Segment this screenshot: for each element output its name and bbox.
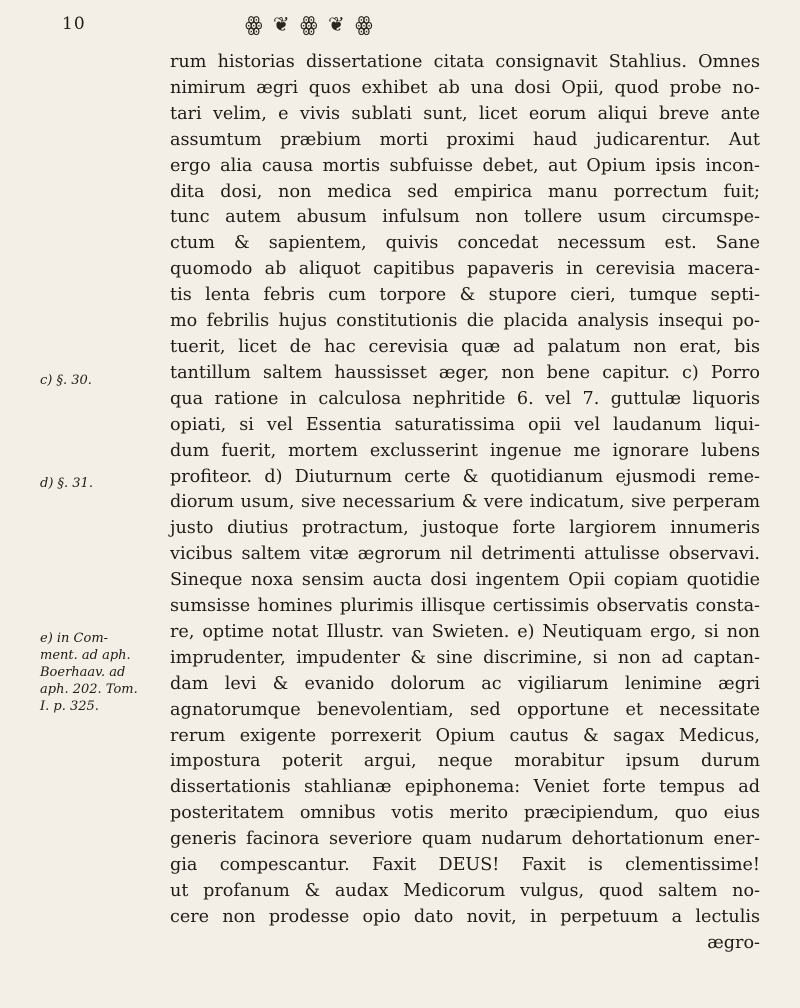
- text-line: tunc autem abusum infulsum non tollere usum circumspe-: [170, 207, 760, 228]
- catchword: ægro-: [707, 932, 760, 953]
- text-line: agnatorumque benevolentiam, sed opportune et necessitate: [170, 699, 760, 720]
- text-line: tis lenta febris cum torpore & stupore cieri, tumque septi-: [170, 285, 760, 306]
- text-line: generis facinora severiore quam nudarum dehortationum ener-: [170, 829, 760, 850]
- text-line: rum historias dissertatione citata consignavit Stahlius. Omnes: [170, 52, 760, 72]
- footnote-e-line: ment. ad aph.: [40, 648, 131, 663]
- footnote-e-line: aph. 202. Tom.: [40, 682, 138, 697]
- text-line: imprudenter, impudenter & sine discrimine, si non ad captan-: [170, 647, 760, 668]
- text-line: quomodo ab aliquot capitibus papaveris in cerevisia macera-: [170, 259, 760, 280]
- text-line: dum fuerit, mortem exclusserint ingenue me ignorare lubens: [170, 440, 760, 461]
- text-line: ctum & sapientem, quivis concedat necessum est. Sane: [170, 233, 760, 254]
- footnote-c: c) §. 30.: [40, 373, 92, 388]
- text-line: diorum usum, sive necessarium & vere indicatum, sive perperam: [170, 492, 760, 513]
- text-line: nimirum ægri quos exhibet ab una dosi Opii, quod probe no-: [170, 77, 760, 98]
- text-line: mo febrilis hujus constitutionis die placida analysis insequi po-: [170, 311, 760, 332]
- footnote-e-line: Boerhaav. ad: [40, 665, 126, 680]
- footnote-e-line: I. p. 325.: [40, 699, 99, 714]
- text-line: dita dosi, non medica sed empirica manu porrectum fuit;: [170, 181, 760, 202]
- main-text-block: [170, 50, 760, 957]
- text-line: ut profanum & audax Medicorum vulgus, quod saltem no-: [170, 881, 760, 901]
- text-line: opiati, si vel Essentia saturatissima opii vel laudanum liqui-: [170, 414, 760, 435]
- text-line: tantillum saltem haussisset æger, non bene capitur. c) Porro: [170, 362, 760, 383]
- text-line: re, optime notat Illustr. van Swieten. e) Neutiquam ergo, si non: [170, 621, 760, 642]
- text-line: tuerit, licet de hac cerevisia quæ ad palatum non erat, bis: [170, 336, 760, 357]
- text-line: justo diutius protractum, justoque forte largiorem innumeris: [170, 518, 760, 539]
- footnote-d: d) §. 31.: [40, 476, 93, 491]
- text-line: sumsisse homines plurimis illisque certissimis observatis consta-: [170, 596, 760, 617]
- text-line: qua ratione in calculosa nephritide 6. vel 7. guttulæ liquoris: [170, 388, 760, 409]
- text-line: tari velim, e vivis sublati sunt, licet eorum aliqui breve ante: [170, 103, 760, 124]
- text-line: impostura poterit argui, neque morabitur ipsum durum: [170, 751, 760, 772]
- text-line: gia compescantur. Faxit DEUS! Faxit is clementissime!: [170, 855, 760, 876]
- text-line: posteritatem omnibus votis merito præcipiendum, quo eius: [170, 803, 760, 824]
- page-number: 10: [62, 14, 86, 34]
- text-line: dam levi & evanido dolorum ac vigiliarum lenimine ægri: [170, 673, 760, 694]
- text-line: Sineque noxa sensim aucta dosi ingentem Opii copiam quotidie: [170, 570, 760, 591]
- text-line: assumtum præbium morti proximi haud judicarentur. Aut: [170, 129, 760, 150]
- text-line: rerum exigente porrexerit Opium cautus & sagax Medicus,: [170, 725, 760, 746]
- text-line: ergo alia causa mortis subfuisse debet, aut Opium ipsis incon-: [170, 155, 760, 176]
- footnote-e-line: e) in Com-: [40, 631, 109, 646]
- header-ornament: ꙮ ❦ ꙮ ❦ ꙮ: [245, 12, 375, 36]
- text-line: vicibus saltem vitæ ægrorum nil detrimenti attulisse observavi.: [170, 544, 760, 565]
- text-line: profiteor. d) Diuturnum certe & quotidianum ejusmodi reme-: [170, 466, 760, 487]
- text-line: dissertationis stahlianæ epiphonema: Veniet forte tempus ad: [170, 777, 760, 798]
- text-line: cere non prodesse opio dato novit, in perpetuum a lectulis: [170, 906, 760, 927]
